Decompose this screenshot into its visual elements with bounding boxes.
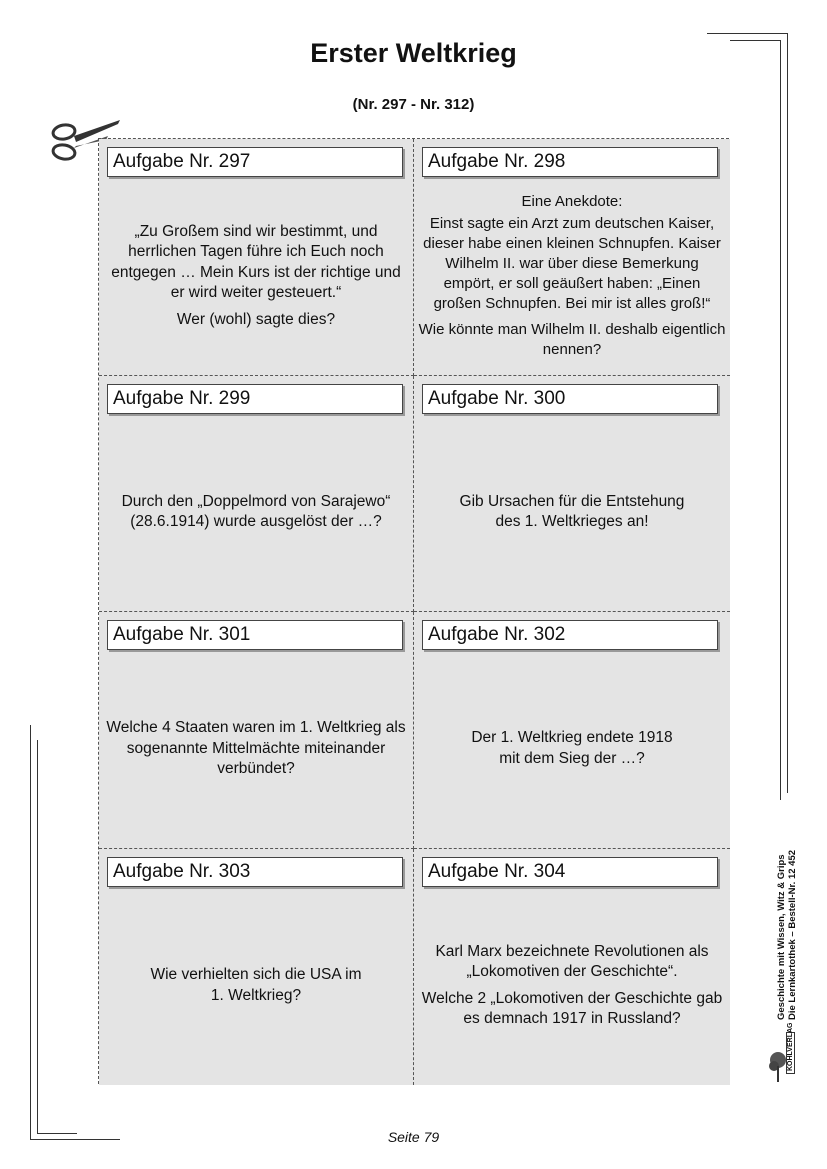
card-question: Wie verhielten sich die USA im 1. Weltkrieg? xyxy=(150,966,362,1004)
card-text: Karl Marx bezeichnete Revolutionen als „Lokomotiven der Geschichte“. xyxy=(435,942,709,981)
card-299 xyxy=(99,376,414,613)
page-number: Seite 79 xyxy=(387,1129,440,1145)
card-question: Gib Ursachen für die Entstehung des 1. Weltkrieges an! xyxy=(459,492,685,531)
card-question: Wer (wohl) sagte dies? xyxy=(176,310,336,328)
publisher-logo xyxy=(768,1022,798,1092)
card-297 xyxy=(99,139,414,376)
card-question: Durch den „Doppelmord von Sarajewo“ (28.6.1914) wurde ausgelöst der …? xyxy=(121,492,391,531)
card-header: Aufgabe Nr. 303 xyxy=(107,857,403,887)
card-298 xyxy=(414,139,730,376)
card-question: Welche 2 „Lokomotiven der Geschichte gab es demnach 1917 in Russland? xyxy=(421,989,723,1028)
card-body xyxy=(418,652,726,846)
card-header: Aufgabe Nr. 298 xyxy=(422,147,718,177)
card-303 xyxy=(99,849,414,1086)
card-body xyxy=(418,889,726,1084)
card-question: Wie könnte man Wilhelm II. deshalb eigentlich nennen? xyxy=(418,320,726,358)
page-subtitle: (Nr. 297 - Nr. 312) xyxy=(352,96,475,113)
card-body xyxy=(103,416,409,610)
card-body xyxy=(418,416,726,610)
card-header: Aufgabe Nr. 299 xyxy=(107,384,403,414)
card-300 xyxy=(414,376,730,613)
card-header: Aufgabe Nr. 300 xyxy=(422,384,718,414)
frame-line-left-inner xyxy=(37,740,38,1133)
logo-text: KOHLVERLAG xyxy=(786,1032,795,1074)
card-body xyxy=(103,889,409,1084)
sidebar-line-2: Die Lernkartothek – Bestell-Nr. 12 452 xyxy=(787,849,798,1020)
card-header: Aufgabe Nr. 301 xyxy=(107,620,403,650)
sidebar-text xyxy=(776,820,798,1020)
card-text: Eine Anekdote: xyxy=(521,192,623,210)
frame-line-left xyxy=(30,725,31,1139)
publisher-sidebar xyxy=(776,820,806,1020)
card-302 xyxy=(414,612,730,849)
page-title: Erster Weltkrieg xyxy=(310,38,517,68)
card-body xyxy=(103,652,409,846)
card-body xyxy=(418,179,726,373)
card-304 xyxy=(414,849,730,1086)
card-text: „Zu Großem sind wir bestimmt, und herrlichen Tagen führe ich Euch noch entgegen … Mein Kurs ist der richtige und er wird weiter gesteuert.“ xyxy=(111,222,401,301)
card-question: Welche 4 Staaten waren im 1. Weltkrieg als sogenannte Mittelmächte miteinander verbündet? xyxy=(106,719,406,777)
card-text: Einst sagte ein Arzt zum deutschen Kaiser, dieser habe einen kleinen Schnupfen. Kaiser Wilhelm II. war über diese Bemerkung empört, er soll geäußert haben: „Einen großen Schnupfen. Bei mir ist alles groß!“ xyxy=(423,214,721,312)
card-body xyxy=(103,179,409,373)
frame-line-right xyxy=(787,33,788,793)
frame-line-right-inner xyxy=(780,40,781,800)
card-header: Aufgabe Nr. 304 xyxy=(422,857,718,887)
card-grid xyxy=(98,138,729,1084)
card-question: Der 1. Weltkrieg endete 1918 mit dem Sieg der …? xyxy=(471,729,673,767)
frame-line-top xyxy=(707,33,787,34)
sidebar-line-1: Geschichte mit Wissen, Witz & Grips xyxy=(776,854,787,1020)
card-header: Aufgabe Nr. 302 xyxy=(422,620,718,650)
card-header: Aufgabe Nr. 297 xyxy=(107,147,403,177)
tree-icon xyxy=(768,1048,788,1088)
card-301 xyxy=(99,612,414,849)
